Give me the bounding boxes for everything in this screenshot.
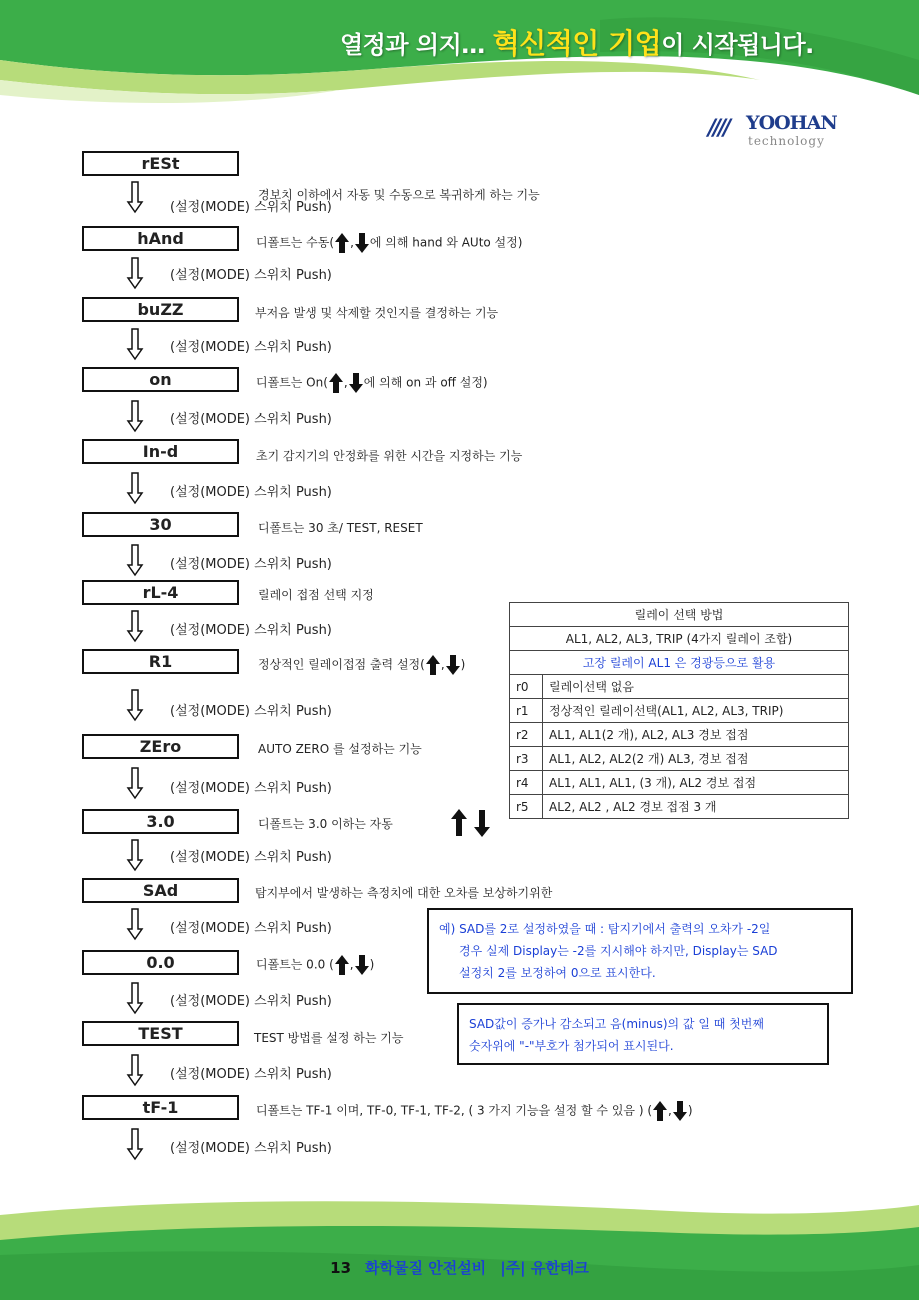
push-label: (설정(MODE) 스위치 Push) [170, 921, 332, 936]
flow-down-arrow-icon [126, 1127, 144, 1161]
step-desc-30: 디폴트는 30 초/ TEST, RESET [258, 521, 423, 535]
flow-down-arrow-icon [126, 766, 144, 800]
note-line: 숫자위에 "-"부호가 첨가되어 표시된다. [469, 1039, 674, 1053]
step-desc-0-0-pre: 디폴트는 0.0 ( [256, 957, 334, 972]
step-desc-0-0-post: ) [369, 957, 375, 972]
flow-down-arrow-icon [126, 838, 144, 872]
table-row [510, 675, 849, 699]
step-desc-0-0: 디폴트는 0.0 ( , ) [256, 954, 374, 976]
step-desc-buzz: 부저음 발생 및 삭제할 것인지를 결정하는 기능 [255, 306, 499, 320]
relay-code: r3 [510, 747, 543, 771]
up-arrow-icon [652, 1100, 668, 1122]
push-label: (설정(MODE) 스위치 Push) [170, 557, 332, 572]
relay-desc: AL2, AL2 , AL2 경보 접점 3 개 [543, 795, 849, 819]
relay-table-title: 릴레이 선택 방법 [510, 603, 849, 627]
push-label: (설정(MODE) 스위치 Push) [170, 850, 332, 865]
step-box-sad: SAd [82, 878, 239, 903]
push-label: (설정(MODE) 스위치 Push) [170, 1067, 332, 1082]
up-arrow-icon [328, 372, 344, 394]
step-box-0-0: 0.0 [82, 950, 239, 975]
step-desc-hand-post: 에 의해 hand 와 AUto 설정) [369, 235, 523, 250]
step-box-r1: R1 [82, 649, 239, 674]
minus-note [457, 1003, 829, 1065]
logo-sub: technology [748, 134, 825, 148]
step-box-rest: rESt [82, 151, 239, 176]
relay-table-note: 고장 릴레이 AL1 은 경광등으로 활용 [510, 651, 849, 675]
step-desc-3-0: 디폴트는 3.0 이하는 자동 [258, 817, 393, 831]
relay-code: r1 [510, 699, 543, 723]
logo-slashes: //// [708, 116, 729, 141]
slogan-post: 이 시작됩니다. [661, 31, 814, 59]
relay-desc: AL1, AL2, AL2(2 개) AL3, 경보 접점 [543, 747, 849, 771]
push-label: (설정(MODE) 스위치 Push) [170, 268, 332, 283]
step-desc-on: 디폴트는 On( , 에 의해 on 과 off 설정) [256, 372, 488, 394]
relay-code: r2 [510, 723, 543, 747]
flow-down-arrow-icon [126, 180, 144, 214]
step-box-30: 30 [82, 512, 239, 537]
step-box-in-d: In-d [82, 439, 239, 464]
flow-down-arrow-icon [126, 981, 144, 1015]
step-desc-test: TEST 방법를 설정 하는 기능 [254, 1031, 404, 1045]
step-desc-tf-1: 디폴트는 TF-1 이며, TF-0, TF-1, TF-2, ( 3 가지 기능을 설정 할 수 있음 ) ( , ) [256, 1100, 693, 1122]
step-desc-rl-4: 릴레이 접점 선택 지정 [258, 588, 374, 602]
step-desc-r1: 정상적인 릴레이접점 출력 설정( , ) [258, 654, 465, 676]
step-box-test: TEST [82, 1021, 239, 1046]
footer-wave [0, 1195, 919, 1300]
push-label: (설정(MODE) 스위치 Push) [170, 412, 332, 427]
step-box-buzz: buZZ [82, 297, 239, 322]
step-box-tf-1: tF-1 [82, 1095, 239, 1120]
footer-category: 화학물질 안전설비 [365, 1259, 487, 1277]
page-number: 13 [330, 1259, 352, 1277]
push-label: (설정(MODE) 스위치 Push) [170, 781, 332, 796]
flow-down-arrow-icon [126, 1053, 144, 1087]
up-arrow-icon [334, 954, 350, 976]
table-row [510, 699, 849, 723]
step-desc-rest: 경보치 이하에서 자동 및 수동으로 복귀하게 하는 기능 [258, 188, 540, 202]
step-desc-hand-pre: 디폴트는 수동( [256, 235, 335, 250]
push-label: (설정(MODE) 스위치 Push) [170, 623, 332, 638]
up-down-arrows-icon [450, 808, 492, 838]
footer [0, 1257, 919, 1278]
down-arrow-icon [354, 954, 370, 976]
relay-desc: 정상적인 릴레이선택(AL1, AL2, AL3, TRIP) [543, 699, 849, 723]
push-label: (설정(MODE) 스위치 Push) [170, 704, 332, 719]
flow-down-arrow-icon [126, 399, 144, 433]
down-arrow-icon [445, 654, 461, 676]
flow-down-arrow-icon [126, 256, 144, 290]
relay-desc: AL1, AL1(2 개), AL2, AL3 경보 접점 [543, 723, 849, 747]
relay-table [509, 602, 849, 819]
slogan-highlight: 혁신적인 기업 [492, 27, 662, 60]
step-desc-in-d: 초기 감지기의 안정화를 위한 시간을 지정하는 기능 [256, 449, 523, 463]
flow-down-arrow-icon [126, 907, 144, 941]
step-desc-tf-1-pre: 디폴트는 TF-1 이며, TF-0, TF-1, TF-2, ( 3 가지 기능을 설정 할 수 있음 ) ( [256, 1103, 653, 1118]
push-label: (설정(MODE) 스위치 Push) [170, 1141, 332, 1156]
flow-down-arrow-icon [126, 688, 144, 722]
table-row [510, 747, 849, 771]
down-arrow-icon [354, 232, 370, 254]
company-logo [708, 112, 858, 152]
relay-code: r0 [510, 675, 543, 699]
table-row [510, 723, 849, 747]
up-arrow-icon [425, 654, 441, 676]
table-row [510, 795, 849, 819]
step-box-rl-4: rL-4 [82, 580, 239, 605]
step-desc-on-post: 에 의해 on 과 off 설정) [363, 375, 488, 390]
step-desc-tf-1-post: ) [687, 1103, 693, 1118]
header-wave [0, 0, 919, 130]
flow-down-arrow-icon [126, 609, 144, 643]
table-row [510, 771, 849, 795]
push-label: (설정(MODE) 스위치 Push) [170, 994, 332, 1009]
push-label: (설정(MODE) 스위치 Push) [170, 200, 332, 215]
note-line: 경우 실제 Display는 -2를 지시해야 하지만, Display는 SAD [459, 944, 778, 958]
relay-table-subtitle: AL1, AL2, AL3, TRIP (4가지 릴레이 조합) [510, 627, 849, 651]
flow-down-arrow-icon [126, 327, 144, 361]
flow-down-arrow-icon [126, 543, 144, 577]
header-slogan [340, 22, 814, 62]
up-arrow-icon [334, 232, 350, 254]
step-desc-on-pre: 디폴트는 On( [256, 375, 328, 390]
note-line: 예) SAD를 2로 설정하였을 때 : 탐지기에서 출력의 오차가 -2일 [439, 922, 771, 936]
step-box-3-0: 3.0 [82, 809, 239, 834]
sad-example-note [427, 908, 853, 994]
logo-name: YOOHAN [746, 112, 837, 134]
relay-desc: 릴레이선택 없음 [543, 675, 849, 699]
step-desc-sad: 탐지부에서 발생하는 측정치에 대한 오차를 보상하기위한 [255, 886, 553, 900]
relay-code: r5 [510, 795, 543, 819]
step-desc-zero: AUTO ZERO 를 설정하는 기능 [258, 742, 422, 756]
push-label: (설정(MODE) 스위치 Push) [170, 340, 332, 355]
flow-down-arrow-icon [126, 471, 144, 505]
relay-code: r4 [510, 771, 543, 795]
down-arrow-icon [672, 1100, 688, 1122]
relay-desc: AL1, AL1, AL1, (3 개), AL2 경보 접점 [543, 771, 849, 795]
step-desc-r1-pre: 정상적인 릴레이접점 출력 설정( [258, 657, 425, 672]
down-arrow-icon [348, 372, 364, 394]
note-line: SAD값이 증가나 감소되고 음(minus)의 값 일 때 첫번째 [469, 1017, 764, 1031]
push-label: (설정(MODE) 스위치 Push) [170, 485, 332, 500]
note-line: 설정치 2를 보정하여 0으로 표시한다. [459, 966, 656, 980]
step-box-on: on [82, 367, 239, 392]
footer-company: |주| 유한테크 [500, 1259, 589, 1277]
step-box-hand: hAnd [82, 226, 239, 251]
step-box-zero: ZEro [82, 734, 239, 759]
step-desc-hand: 디폴트는 수동( , 에 의해 hand 와 AUto 설정) [256, 232, 522, 254]
step-desc-r1-post: ) [460, 657, 466, 672]
slogan-pre: 열정과 의지… [340, 31, 493, 59]
